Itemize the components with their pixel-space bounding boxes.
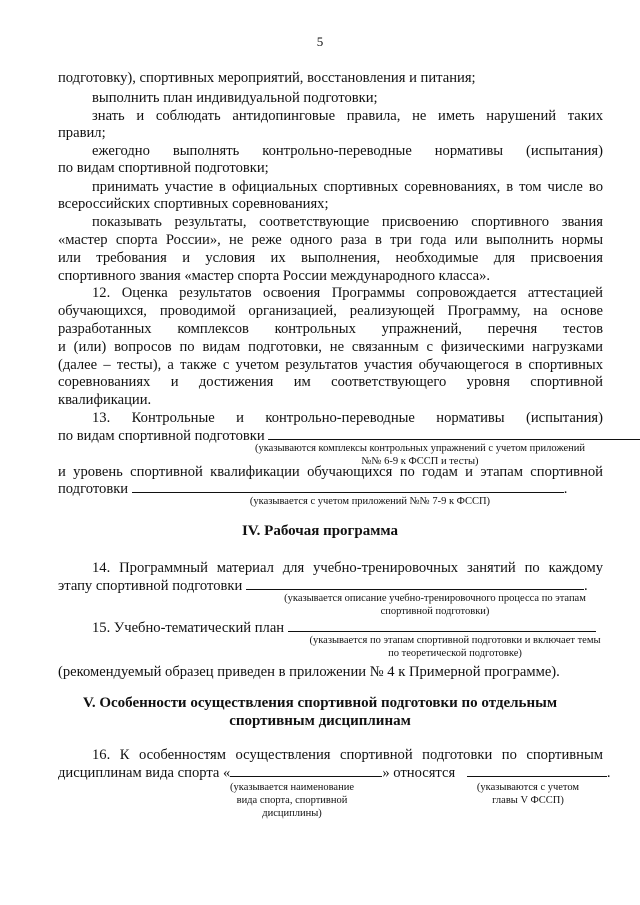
text-fragment: 15. Учебно-тематический план (92, 620, 285, 636)
text-fragment: . (583, 578, 588, 594)
fill-line (268, 428, 640, 440)
caption: дисциплины) (262, 808, 322, 819)
fill-line (230, 765, 382, 777)
caption: (указывается по этапам спортивной подготовки и включает темы (309, 635, 601, 646)
text-line: (рекомендуемый образец приведен в приложении № 4 к Примерной программе). (58, 664, 560, 680)
fill-line (246, 578, 584, 590)
caption: (указывается с учетом приложений №№ 7-9 к ФССП) (249, 496, 491, 507)
text-line: показывать результаты, соответствующие присвоению спортивного звания (92, 214, 603, 230)
text-line: по видам спортивной подготовки; (58, 160, 269, 176)
text-line: или требования и условия их выполнения, необходимые для присвоения (58, 250, 603, 266)
text-fragment: . (606, 765, 611, 781)
caption: вида спорта, спортивной (236, 795, 348, 806)
text-line: и уровень спортивной квалификации обучающихся по годам и этапам спортивной (58, 464, 603, 480)
text-line: принимать участие в официальных спортивных соревнованиях, в том числе во (92, 179, 603, 195)
text-fragment: этапу спортивной подготовки (58, 578, 243, 594)
caption: спортивной подготовки) (380, 606, 490, 617)
text-line: 14. Программный материал для учебно-тренировочных занятий по каждому (92, 560, 603, 576)
fill-line (288, 620, 596, 632)
text-line: 16. К особенностям осуществления спортивной подготовки по спортивным (92, 747, 603, 763)
section-heading: IV. Рабочая программа (241, 523, 399, 539)
text-line: разработанных комплексов контрольных упражнений, перечня тестов (58, 321, 603, 337)
text-line: правил; (58, 125, 106, 141)
text-line (58, 765, 611, 782)
text-fragment: подготовки (58, 481, 129, 497)
text-line: 13. Контрольные и контрольно-переводные нормативы (испытания) (92, 410, 603, 426)
text-line: обучающихся, проводимой организацией, реализующей Программу, на основе (58, 303, 603, 319)
caption: (указывается наименование (230, 782, 354, 793)
text-line: выполнить план индивидуальной подготовки; (92, 90, 378, 106)
caption: №№ 6-9 к ФССП и тесты) (361, 456, 479, 467)
caption: (указывается описание учебно-тренировочного процесса по этапам (284, 593, 586, 604)
caption: (указываются комплексы контрольных упражнений с учетом приложений (254, 443, 586, 454)
text-line: (далее – тесты), а также с учетом результатов участия обучающегося в спортивных (58, 357, 603, 373)
section-heading: спортивным дисциплинам (229, 713, 411, 729)
text-line: 12. Оценка результатов освоения Программы сопровождается аттестацией (92, 285, 603, 301)
caption: (указываются с учетом (476, 782, 580, 793)
text-line: квалификации. (58, 392, 152, 408)
caption: по теоретической подготовке) (388, 648, 522, 659)
text-line: спортивного звания «мастер спорта России международного класса». (58, 268, 491, 284)
text-line: знать и соблюдать антидопинговые правила, не иметь нарушений таких (92, 108, 603, 124)
text-line: и (или) вопросов по видам подготовки, не связанным с физическими нагрузками (58, 339, 603, 355)
text-fragment: по видам спортивной подготовки (58, 428, 265, 444)
page-number: 5 (316, 34, 324, 49)
fill-line (132, 481, 564, 493)
text-fragment: » относятся (382, 765, 456, 781)
text-fragment: дисциплинам вида спорта « (58, 765, 231, 781)
text-line: подготовку), спортивных мероприятий, восстановления и питания; (58, 70, 476, 86)
text-line: ежегодно выполнять контрольно-переводные нормативы (испытания) (92, 143, 603, 159)
text-line: всероссийских спортивных соревнованиях; (58, 196, 329, 212)
caption: главы V ФССП) (492, 795, 564, 806)
section-heading: V. Особенности осуществления спортивной подготовки по отдельным (82, 695, 558, 711)
fill-line (467, 765, 607, 777)
text-line: «мастер спорта России», не реже одного раза в три года или выполнить нормы (58, 232, 603, 248)
text-fragment: . (563, 481, 568, 497)
text-line: соревнованиях и достижения им соответствующего уровня спортивной (58, 374, 603, 390)
